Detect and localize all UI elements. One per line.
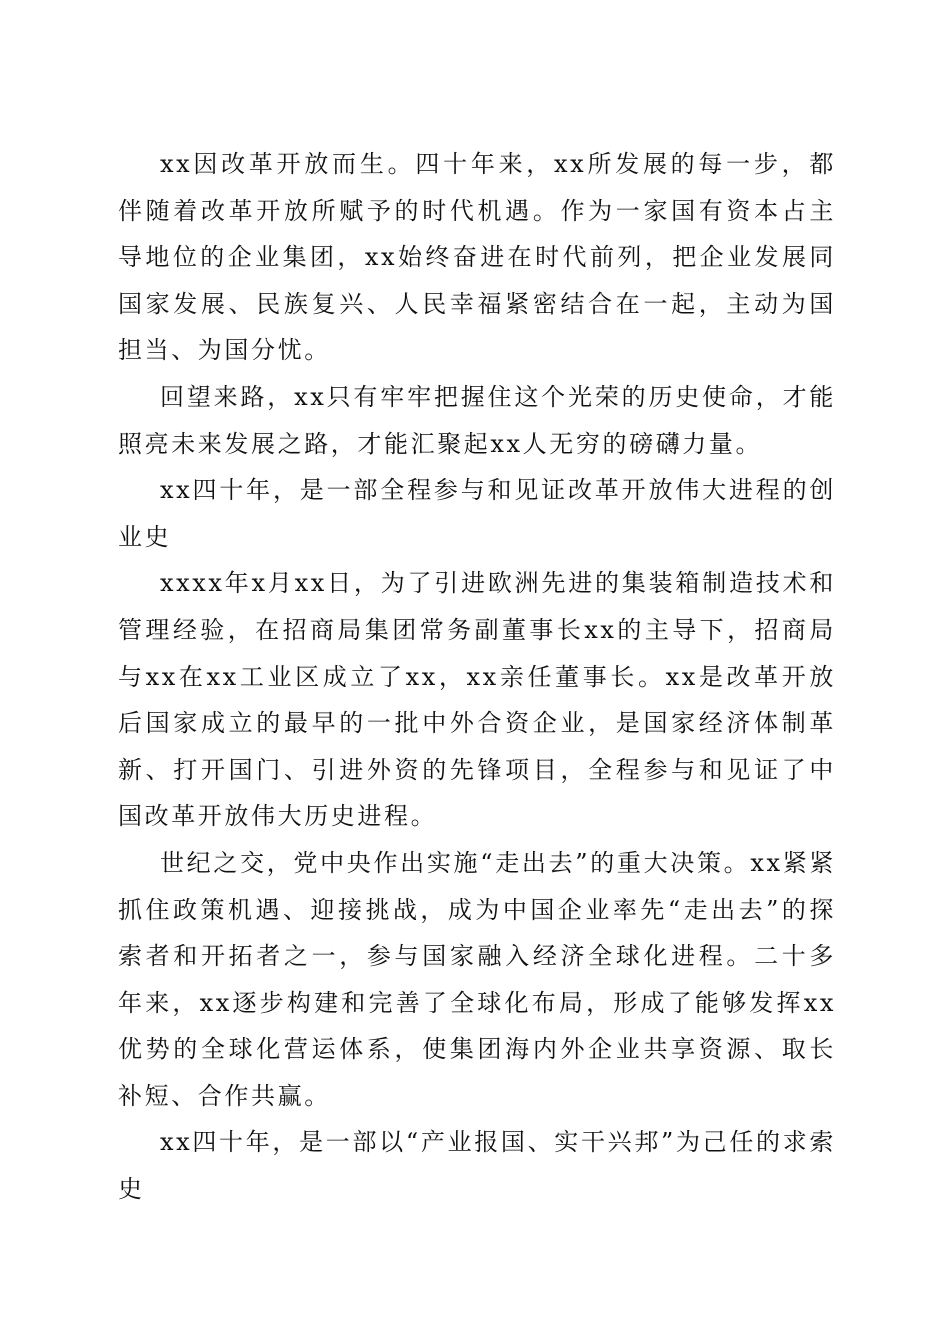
paragraph-4: 世纪之交，党中央作出实施“走出去”的重大决策。xx紧紧抓住政策机遇、迎接挑战，成为中国企业率先“走出去”的探索者和开拓者之一，参与国家融入经济全球化进程。二十多年来，xx逐步构建和完善了全球化布局，形成了能够发挥xx优势的全球化营运体系，使集团海内外企业共享资源、取长补短、合作共赢。 bbox=[118, 848, 836, 1110]
section-heading-1: xx四十年，是一部全程参与和见证改革开放伟大进程的创业史 bbox=[118, 476, 836, 551]
paragraph-3: xxxx年x月xx日，为了引进欧洲先进的集装箱制造技术和管理经验，在招商局集团常务副董事长xx的主导下，招商局与xx在xx工业区成立了xx，xx亲任董事长。xx是改革开放后国家成立的最早的一批中外合资企业，是国家经济体制革新、打开国门、引进外资的先锋项目，全程参与和见证了中国改革开放伟大历史进程。 bbox=[118, 569, 836, 831]
paragraph-2: 回望来路，xx只有牢牢把握住这个光荣的历史使命，才能照亮未来发展之路，才能汇聚起xx人无穷的磅礴力量。 bbox=[118, 382, 836, 458]
section-heading-2: xx四十年，是一部以“产业报国、实干兴邦”为己任的求索史 bbox=[118, 1128, 836, 1204]
document-body bbox=[118, 141, 836, 1213]
paragraph-1: xx因改革开放而生。四十年来，xx所发展的每一步，都伴随着改革开放所赋予的时代机遇。作为一家国有资本占主导地位的企业集团，xx始终奋进在时代前列，把企业发展同国家发展、民族复兴、人民幸福紧密结合在一起，主动为国担当、为国分忧。 bbox=[118, 150, 836, 365]
